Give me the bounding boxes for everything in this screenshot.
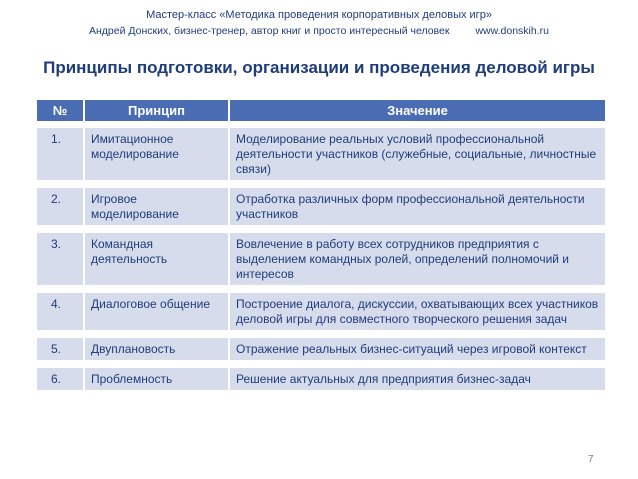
row-number: 3. — [37, 233, 85, 285]
row-principle: Игровое моделирование — [85, 188, 230, 225]
row-meaning: Отработка различных форм профессиональной деятельности участников — [236, 192, 585, 221]
header-cell-principle: Принцип — [85, 100, 230, 121]
row-meaning: Отражение реальных бизнес-ситуаций через игровой контекст — [236, 342, 587, 356]
header-course-title: Мастер-класс «Методика проведения корпоративных деловых игр» — [146, 9, 492, 21]
row-number: 5. — [37, 338, 85, 360]
row-number: 4. — [37, 293, 85, 330]
row-meaning: Моделирование реальных условий профессиональной деятельности участников (служебные, социальные, личностные связи) — [236, 132, 597, 176]
row-meaning: Вовлечение в работу всех сотрудников предприятия с выделением командных ролей, определений полномочий и интересов — [236, 237, 570, 281]
slide-title: Принципы подготовки, организации и проведения деловой игры — [43, 58, 595, 77]
page-number: 7 — [588, 454, 594, 465]
header-cell-number: № — [37, 100, 85, 121]
table-row — [37, 368, 605, 391]
header-cell-meaning: Значение — [387, 103, 448, 118]
table-header-row — [37, 99, 605, 123]
header-author: Андрей Донских, бизнес-тренер, автор книг и просто интересный человек — [89, 25, 450, 37]
row-meaning: Построение диалога, дискуссии, охватывающих всех участников деловой игры для совместного творческого решения задач — [236, 297, 599, 326]
row-principle: Проблемность — [85, 368, 230, 390]
principles-table — [37, 99, 605, 398]
row-principle: Диалоговое общение — [85, 293, 230, 330]
row-principle: Имитационное моделирование — [85, 128, 230, 180]
header-author-line — [0, 25, 638, 37]
table-row — [37, 128, 605, 181]
table-row — [37, 188, 605, 226]
row-meaning: Решение актуальных для предприятия бизнес-задач — [236, 372, 531, 386]
row-number: 2. — [37, 188, 85, 225]
table-row — [37, 233, 605, 286]
row-principle: Двуплановость — [85, 338, 230, 360]
row-number: 1. — [37, 128, 85, 180]
row-number: 6. — [37, 368, 85, 390]
row-principle: Командная деятельность — [85, 233, 230, 285]
table-row — [37, 338, 605, 361]
table-row — [37, 293, 605, 331]
header-site-link[interactable]: www.donskih.ru — [475, 25, 549, 37]
